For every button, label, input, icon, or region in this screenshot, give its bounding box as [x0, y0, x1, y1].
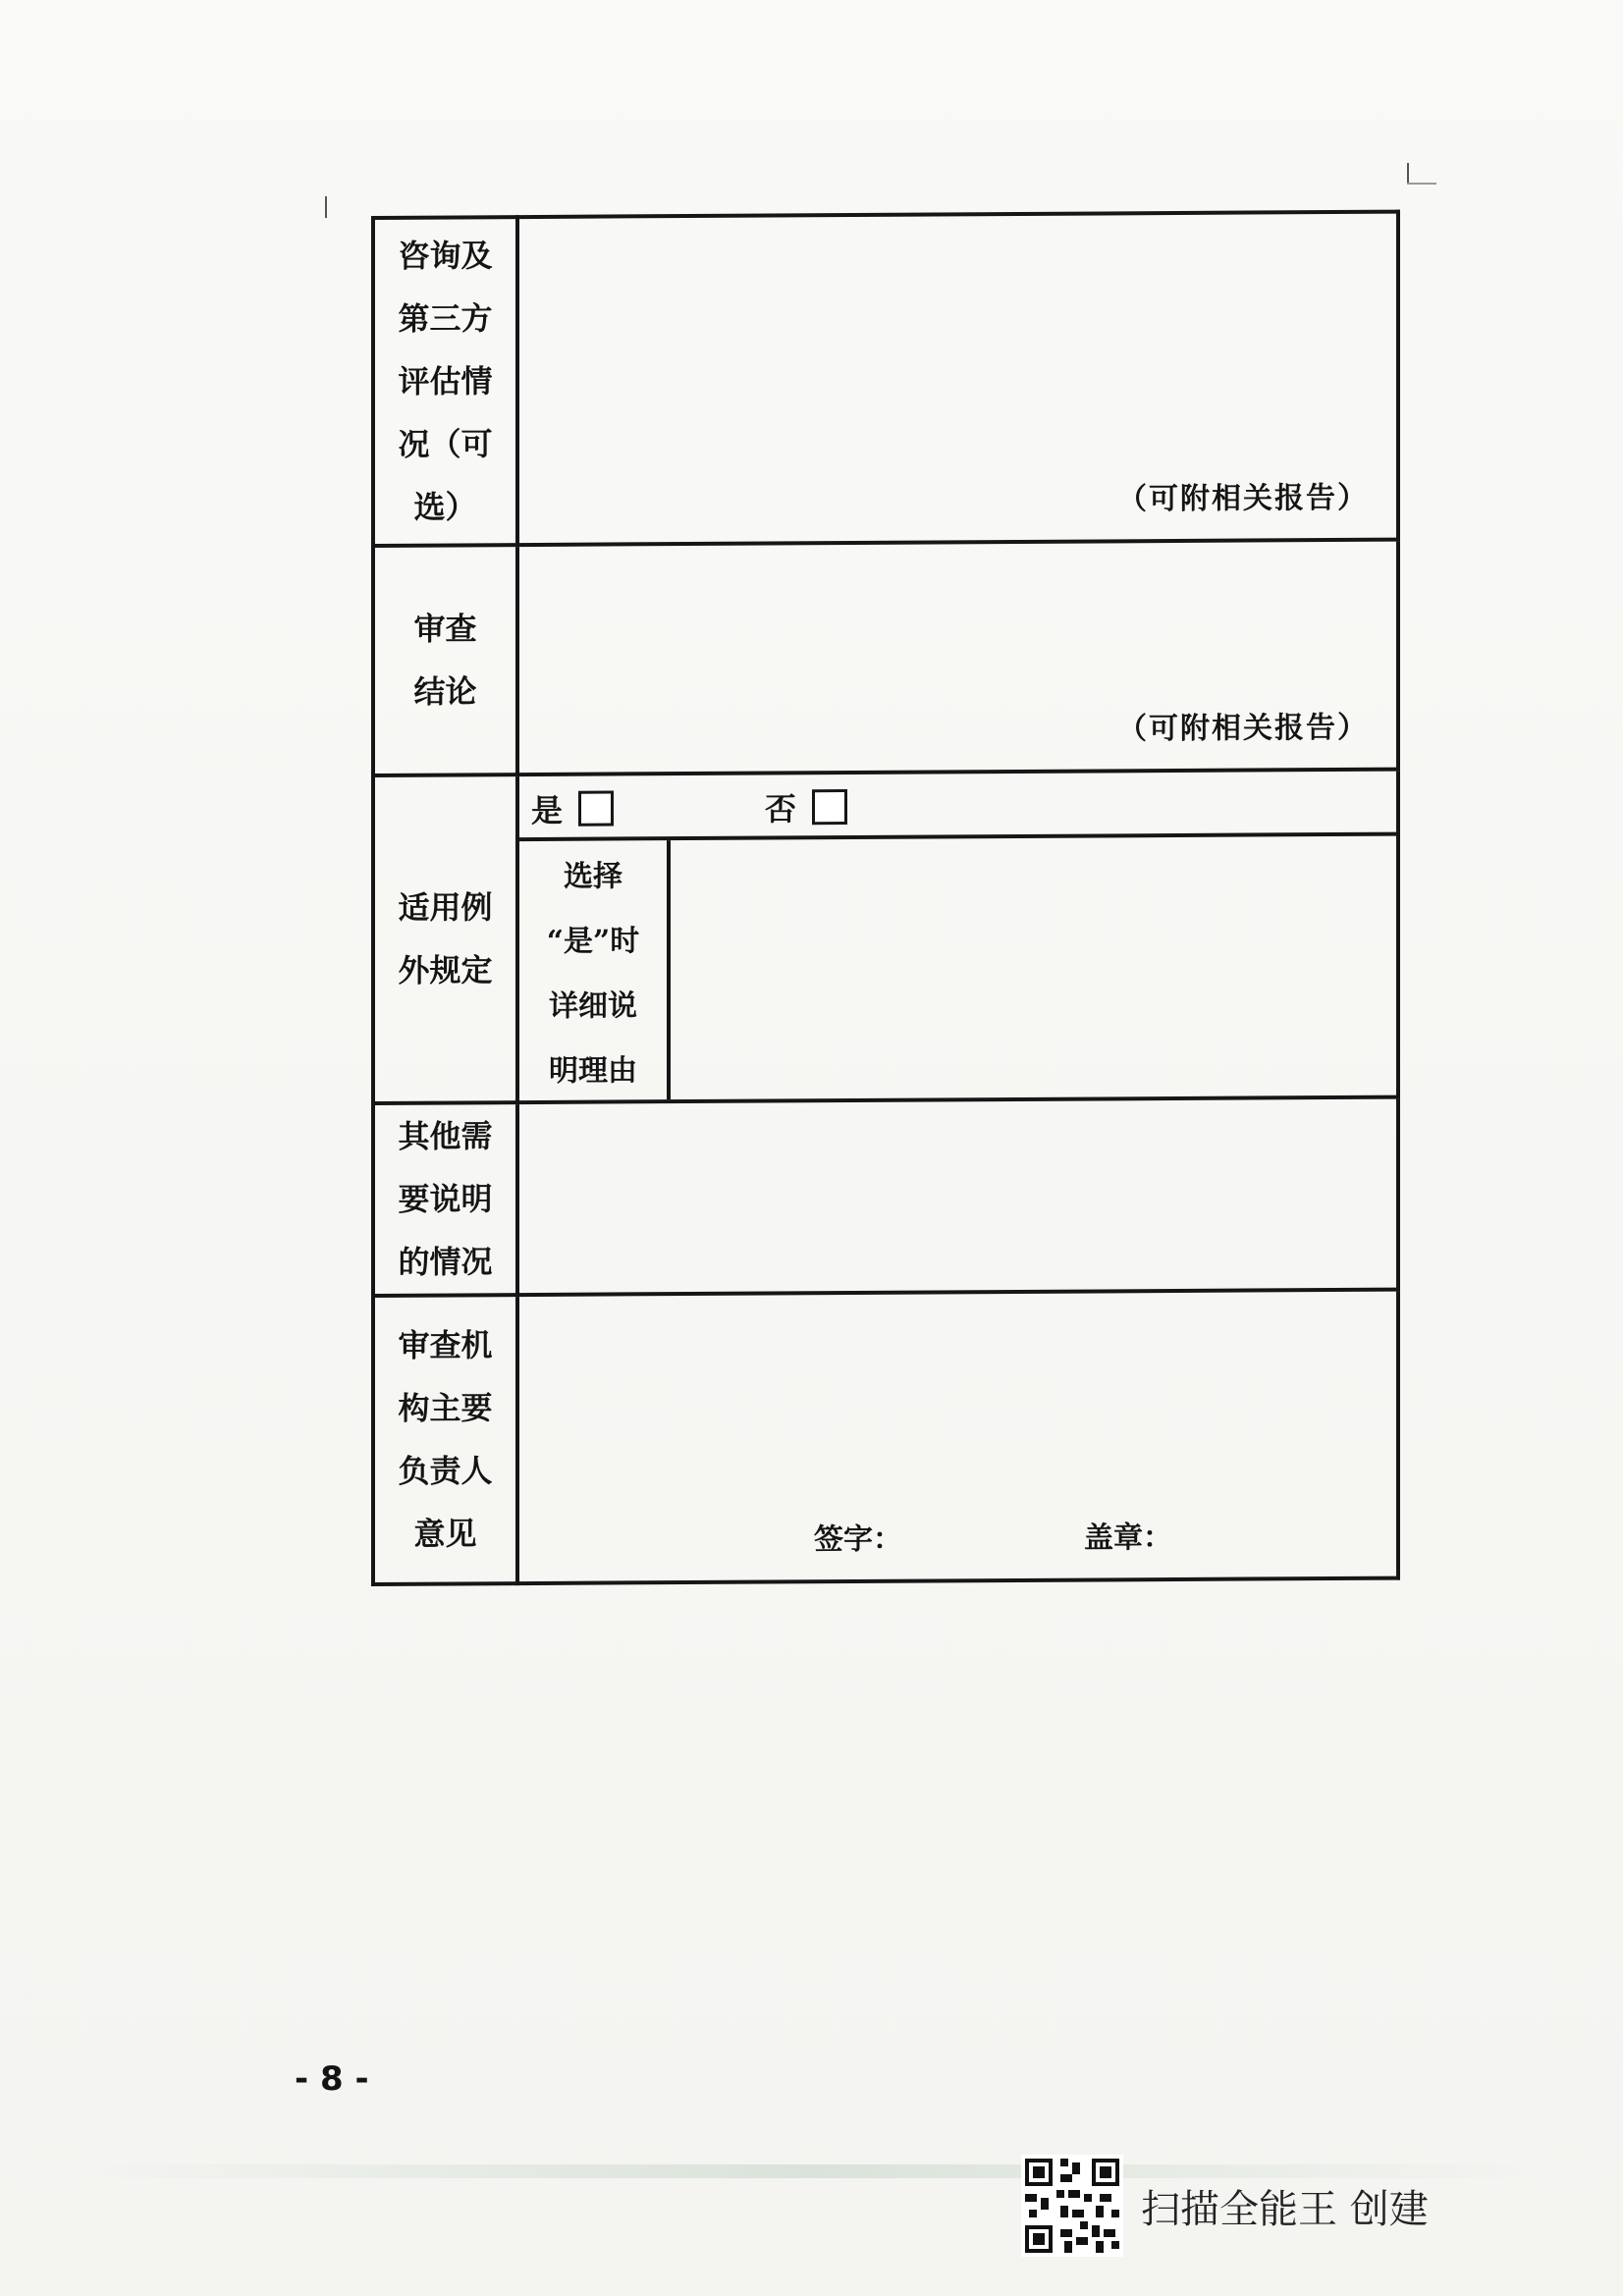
row-opinion: [373, 1290, 1398, 1584]
exception-content: [517, 770, 1398, 1102]
crop-mark-right: [1407, 163, 1409, 185]
exception-label: 适用例 外规定: [373, 774, 517, 1103]
conclusion-content-field[interactable]: [517, 540, 1398, 774]
watermark-text: 扫描全能王 创建: [1141, 2186, 1429, 2232]
row-conclusion: [373, 540, 1398, 775]
qr-code-icon: [1021, 2155, 1123, 2257]
conclusion-label: 审查 结论: [373, 545, 517, 775]
page-number: - 8 -: [295, 2059, 369, 2099]
crop-mark-left: [325, 196, 327, 218]
review-form-table: [371, 210, 1400, 1586]
other-content-field[interactable]: [517, 1097, 1398, 1295]
signature-label: 签字：: [814, 1522, 902, 1558]
row-other: [373, 1097, 1398, 1296]
exception-detail-field[interactable]: [671, 836, 1396, 1100]
conclusion-attachment-note: （可附相关报告）: [1117, 710, 1369, 747]
consult-attachment-note: （可附相关报告）: [1117, 480, 1369, 517]
consult-label: 咨询及 第三方 评估情 况（可 选）: [373, 217, 517, 546]
scanner-watermark: [1021, 2155, 1429, 2257]
seal-label: 盖章：: [1084, 1521, 1172, 1556]
yes-checkbox[interactable]: [578, 790, 614, 826]
opinion-label: 审查机 构主要 负责人 意见: [373, 1295, 517, 1584]
crop-mark-right-horizontal: [1407, 183, 1436, 185]
exception-detail-section: [519, 836, 1396, 1100]
opinion-content-field[interactable]: [517, 1290, 1398, 1583]
yes-no-selector: [519, 772, 1396, 841]
exception-detail-label: 选择 “是”时 详细说 明理由: [519, 840, 671, 1100]
yes-option[interactable]: 是: [531, 785, 614, 831]
other-label: 其他需 要说明 的情况: [373, 1102, 517, 1296]
row-consult: [373, 212, 1398, 546]
no-option[interactable]: 否: [765, 784, 847, 830]
row-exception: [373, 770, 1398, 1103]
no-checkbox[interactable]: [812, 789, 847, 825]
consult-content-field[interactable]: [517, 212, 1398, 545]
